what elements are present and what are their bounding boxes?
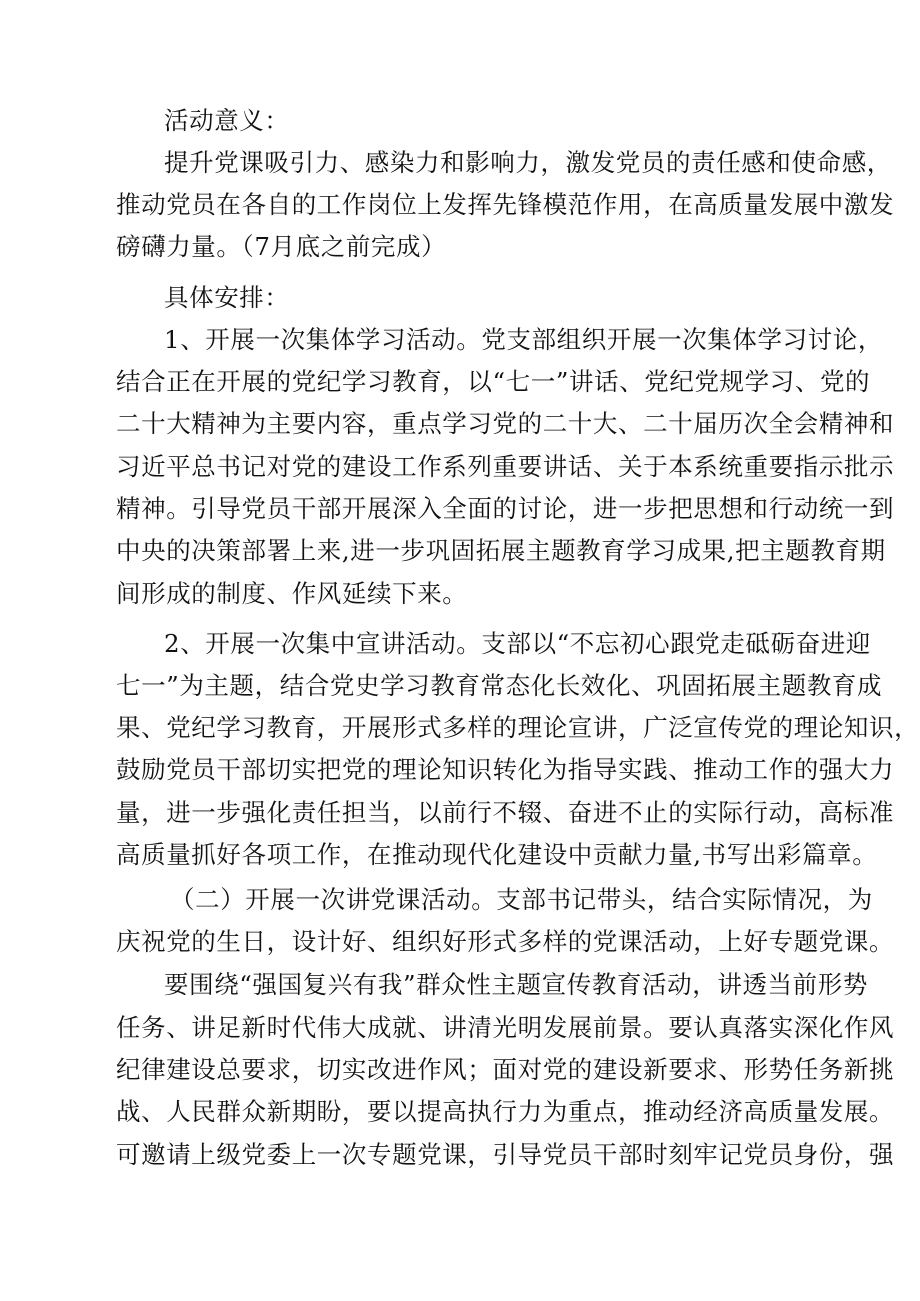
- text-line: 二十大精神为主要内容，重点学习党的二十大、二十届历次全会精神和: [116, 409, 895, 438]
- text-line: 果、党纪学习教育，开展形式多样的理论宣讲，广泛宣传党的理论知识，: [116, 713, 920, 742]
- text-line: 要围绕“强国复兴有我”群众性主题宣传教育活动，讲透当前形势: [164, 970, 868, 999]
- text-line: 提升党课吸引力、感染力和影响力，激发党员的责任感和使命感，: [164, 148, 892, 177]
- text-line: 庆祝党的生日，设计好、组织好形式多样的党课活动，上好专题党课。: [116, 927, 895, 956]
- text-line: 推动党员在各自的工作岗位上发挥先锋模范作用，在高质量发展中激发: [116, 190, 895, 219]
- text-line: 1、开展一次集体学习活动。党支部组织开展一次集体学习讨论，: [164, 325, 883, 354]
- text-line: 任务、讲足新时代伟大成就、讲清光明发展前景。要认真落实深化作风: [116, 1013, 895, 1042]
- text-line: 中央的决策部署上来,进一步巩固拓展主题教育学习成果,把主题教育期: [116, 536, 886, 565]
- text-line: 间形成的制度、作风延续下来。: [116, 579, 468, 608]
- text-line: 可邀请上级党委上一次专题党课，引导党员干部时刻牢记党员身份，强: [116, 1140, 895, 1169]
- text-line: 战、人民群众新期盼，要以提高执行力为重点，推动经济高质量发展。: [116, 1097, 895, 1126]
- text-line: 具体安排：: [164, 283, 290, 312]
- text-line: 活动意义：: [164, 106, 290, 135]
- text-line: 习近平总书记对党的建设工作系列重要讲话、关于本系统重要指示批示: [116, 452, 895, 481]
- text-line: 磅礴力量。（7月底之前完成）: [116, 232, 447, 261]
- text-line: 量，进一步强化责任担当，以前行不辍、奋进不止的实际行动，高标准: [116, 798, 895, 827]
- text-line: 纪律建设总要求，切实改进作风；面对党的建设新要求、形势任务新挑: [116, 1055, 895, 1084]
- text-line: 结合正在开展的党纪学习教育，以“七一”讲话、党纪党规学习、党的: [116, 367, 871, 396]
- text-line: （二）开展一次讲党课活动。支部书记带头，结合实际情况，为: [170, 885, 873, 914]
- text-line: 精神。引导党员干部开展深入全面的讨论，进一步把思想和行动统一到: [116, 494, 895, 523]
- text-line: 七一”为主题，结合党史学习教育常态化长效化、巩固拓展主题教育成: [116, 671, 883, 700]
- text-line: 高质量抓好各项工作，在推动现代化建设中贡献力量,书写出彩篇章。: [116, 840, 878, 869]
- text-line: 鼓励党员干部切实把党的理论知识转化为指导实践、推动工作的强大力: [116, 755, 895, 784]
- text-line: 2、开展一次集中宣讲活动。支部以“不忘初心跟党走砥砺奋进迎: [164, 629, 872, 658]
